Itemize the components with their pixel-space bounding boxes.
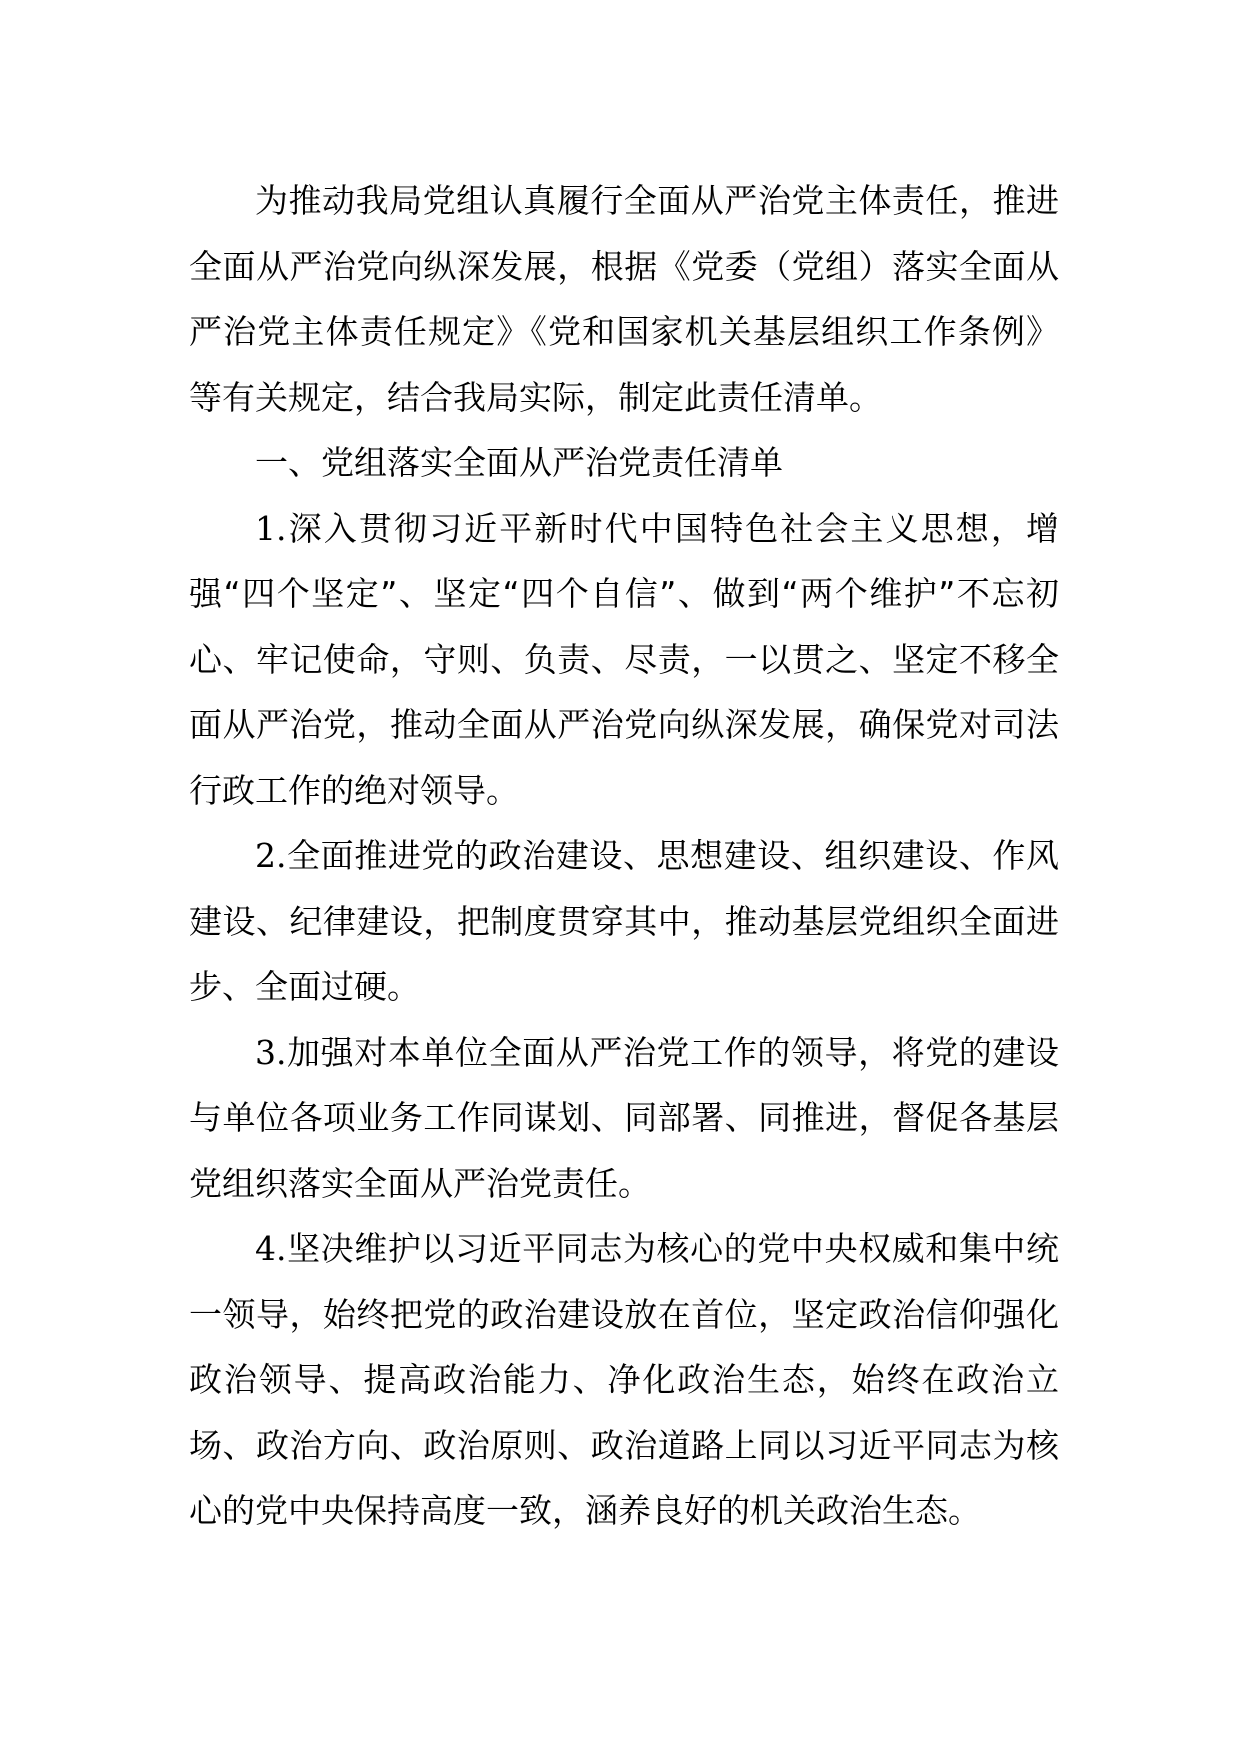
item-number: 2. [255, 836, 287, 875]
list-item-4 [189, 1216, 1059, 1544]
item-number: 3. [255, 1032, 287, 1072]
item-text: 全面推进党的政治建设、思想建设、组织建设、作风建设、纪律建设，把制度贯穿其中，推动基层党组织全面进步、全面过硬。 [189, 836, 1059, 1006]
item-text: 深入贯彻习近平新时代中国特色社会主义思想，增强“四个坚定”、坚定“四个自信”、做到“两个维护”不忘初心、牢记使命，守则、负责、尽责，一以贯之、坚定不移全面从严治党，推动全面从严治党向纵深发展，确保党对司法行政工作的绝对领导。 [189, 508, 1059, 810]
intro-paragraph: 为推动我局党组认真履行全面从严治党主体责任，推进全面从严治党向纵深发展，根据《党委（党组）落实全面从严治党主体责任规定》《党和国家机关基层组织工作条例》等有关规定，结合我局实际，制定此责任清单。 [189, 181, 1059, 417]
list-item-1 [189, 496, 1059, 824]
item-text: 加强对本单位全面从严治党工作的领导，将党的建设与单位各项业务工作同谋划、同部署、同推进，督促各基层党组织落实全面从严治党责任。 [189, 1032, 1059, 1203]
item-number: 1. [255, 508, 287, 548]
item-text: 坚决维护以习近平同志为核心的党中央权威和集中统一领导，始终把党的政治建设放在首位，坚定政治信仰强化政治领导、提高政治能力、净化政治生态，始终在政治立场、政治方向、政治原则、政治道路上同以习近平同志为核心的党中央保持高度一致，涵养良好的机关政治生态。 [189, 1229, 1059, 1530]
document-page [189, 168, 1059, 1544]
list-item-2 [189, 823, 1059, 1020]
section-heading: 一、党组落实全面从严治党责任清单 [255, 443, 783, 482]
item-number: 4. [255, 1229, 287, 1268]
list-item-3 [189, 1020, 1059, 1217]
